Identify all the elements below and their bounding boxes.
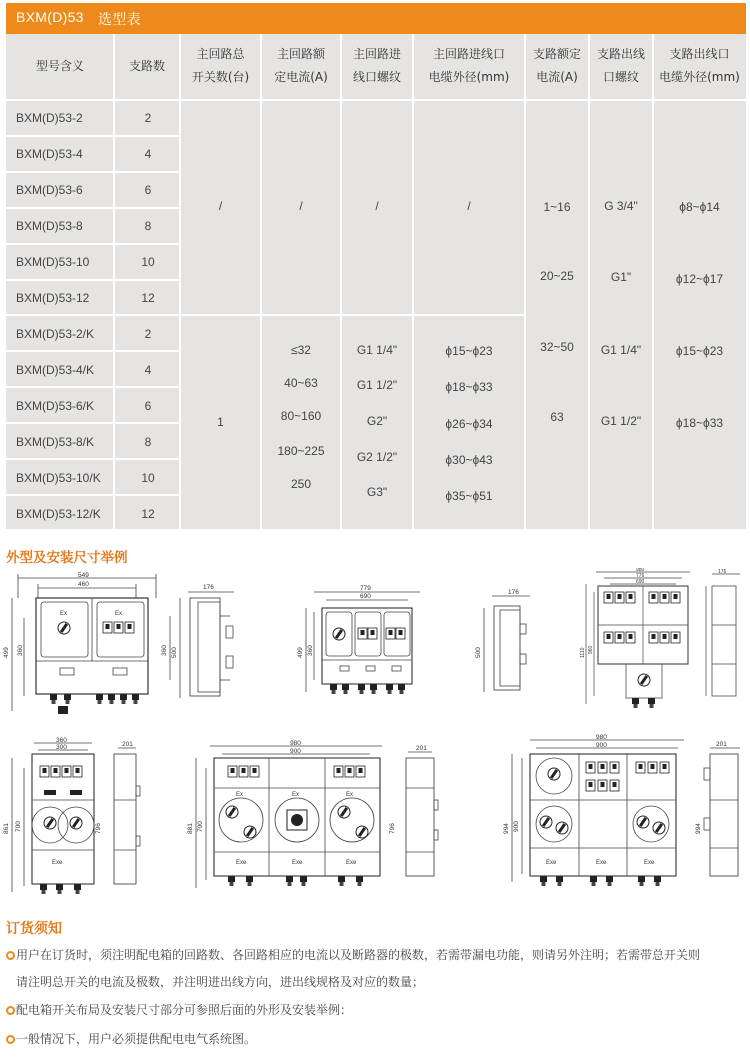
dim-900-d5: 900	[290, 748, 301, 755]
main-cable-value: ϕ15~ϕ23	[445, 344, 493, 358]
dim-360-d2: 360	[307, 645, 314, 656]
count-cell: 8	[144, 219, 152, 233]
model-cell: BXM(D)53-2	[16, 111, 83, 125]
main-switches-value: /	[218, 199, 223, 213]
main-current-value: 250	[290, 477, 312, 491]
bullet-icon	[6, 951, 15, 960]
model-series: BXM(D)53	[16, 9, 84, 25]
dim-201-d4: 201	[122, 741, 133, 748]
drawing-1-side	[170, 592, 234, 698]
model-cell: BXM(D)53-8/K	[16, 435, 95, 449]
dim-500-d2: 500	[475, 647, 482, 658]
col-header-branch-current: 支路额定 电流(A)	[532, 47, 581, 84]
main-thread-value: /	[375, 199, 379, 213]
dim-796-d4: 796	[95, 823, 102, 834]
dim-700-d4: 700	[15, 821, 22, 832]
main-thread-value: G1 1/4"	[356, 343, 398, 357]
svg-text:Exe: Exe	[52, 860, 63, 866]
svg-text:Exe: Exe	[292, 860, 303, 866]
model-cell: BXM(D)53-6/K	[16, 399, 95, 413]
count-cell: 2	[144, 111, 152, 125]
branch-current-value: 1~16	[543, 200, 571, 214]
dim-500: 500	[171, 647, 178, 658]
col-header-main-current: 主回路额 定电流(A)	[274, 47, 328, 84]
model-cell: BXM(D)53-6	[16, 183, 83, 197]
branch-thread-value: G 3/4"	[604, 199, 638, 213]
main-current-value: ≤32	[291, 343, 311, 357]
col-header-main-cable: 主回路进线口 电缆外径(mm)	[428, 47, 510, 84]
col-header-count: 支路数	[128, 59, 165, 73]
drawing-2-side	[484, 596, 530, 692]
dim-980-d5: 980	[290, 740, 301, 747]
dim-176-d3: 176	[718, 569, 727, 575]
dim-201-d6: 201	[716, 741, 727, 748]
count-cell: 12	[141, 291, 155, 305]
dimension-drawings	[0, 568, 750, 908]
svg-text:Ex: Ex	[292, 792, 300, 798]
dim-861: 861	[3, 823, 10, 834]
dim-176: 176	[203, 584, 214, 591]
drawing-4-parts	[40, 766, 82, 894]
main-cable-value: ϕ35~ϕ51	[445, 489, 493, 503]
dim-796-d5: 796	[389, 823, 396, 834]
dim-1110: 1110	[580, 647, 586, 658]
main-current-value: 180~225	[277, 444, 325, 458]
dim-460: 460	[78, 581, 89, 588]
main-thread-value: G3"	[366, 485, 388, 499]
svg-text:Ex: Ex	[236, 792, 244, 798]
model-cell: BXM(D)53-2/K	[16, 327, 95, 341]
col-header-main-thread: 主回路进 线口螺纹	[352, 47, 401, 84]
dim-499: 499	[3, 647, 10, 658]
model-cell: BXM(D)53-12	[16, 291, 90, 305]
dim-499-d2: 499	[297, 647, 304, 658]
dim-549: 549	[78, 572, 89, 579]
order-title: 订货须知	[6, 921, 62, 937]
model-cell: BXM(D)53-10/K	[16, 471, 101, 485]
drawing-3-parts	[604, 592, 680, 708]
main-thread-value: G2"	[366, 414, 388, 428]
table-title-bar	[6, 3, 746, 34]
svg-text:Exe: Exe	[346, 860, 357, 866]
branch-cable-value: ϕ15~ϕ23	[675, 344, 724, 358]
branch-thread-value: G1 1/4"	[600, 343, 642, 357]
count-cell: 6	[144, 183, 152, 197]
note-line: 配电箱开关布局及安装尺寸部分可参照后面的外形及安装举例：	[16, 1003, 353, 1017]
dim-779: 779	[360, 585, 371, 592]
svg-text:Exe: Exe	[546, 860, 557, 866]
main-cable-value: /	[467, 199, 471, 213]
drawing-5-side	[406, 752, 438, 876]
branch-current-value: 63	[550, 410, 564, 424]
col-header-branch-thread: 支路出线 口螺纹	[596, 47, 645, 84]
svg-text:Exe: Exe	[236, 860, 247, 866]
dim-360-d4: 360	[56, 737, 67, 744]
note-line: 一般情况下，用户必须提供配电电气系统图。	[16, 1032, 257, 1046]
bullet-icon	[6, 1035, 15, 1044]
count-cell: 4	[144, 363, 152, 377]
dim-690-d3: 690	[636, 579, 645, 585]
main-current-value: 40~63	[284, 376, 318, 390]
dim-690: 690	[360, 593, 371, 600]
main-cable-value: ϕ26~ϕ34	[445, 417, 493, 431]
drawing-5-parts	[226, 766, 368, 886]
branch-current-value: 32~50	[540, 340, 574, 354]
note-line: 请注明总开关的电流及极数，并注明进出线方向，进出线规格及对应的数量；	[16, 975, 425, 989]
drawing-6-parts	[540, 762, 669, 886]
col-header-branch-cable: 支路出线口 电缆外径(mm)	[659, 47, 740, 84]
dim-300: 300	[56, 744, 67, 751]
count-cell: 10	[141, 255, 155, 269]
selection-table-label: 选型表	[98, 11, 141, 27]
dim-980-d6: 980	[596, 734, 607, 741]
branch-thread-value: G1"	[610, 270, 632, 284]
main-cable-value: ϕ30~ϕ43	[445, 453, 493, 467]
branch-thread-value: G1 1/2"	[600, 414, 642, 428]
dim-201-d5: 201	[416, 745, 427, 752]
col-header-main-switches: 主回路总 开关数(台)	[191, 47, 250, 84]
drawing-1-front	[12, 574, 156, 711]
dim-960: 960	[588, 645, 594, 654]
drawing-1-parts	[50, 611, 139, 714]
svg-text:Ex: Ex	[60, 611, 68, 617]
dim-881: 881	[187, 823, 194, 834]
model-cell: BXM(D)53-10	[16, 255, 90, 269]
dim-360-side: 360	[161, 645, 168, 656]
dim-360: 360	[17, 645, 24, 656]
branch-cable-value: ϕ8~ϕ14	[679, 200, 720, 214]
main-current-value: /	[299, 199, 303, 213]
svg-text:Exe: Exe	[644, 860, 655, 866]
branch-cable-value: ϕ12~ϕ17	[675, 272, 724, 286]
branch-current-value: 20~25	[540, 269, 574, 283]
model-cell: BXM(D)53-4	[16, 147, 83, 161]
count-cell: 10	[141, 471, 155, 485]
count-cell: 12	[141, 507, 155, 521]
branch-cable-value: ϕ18~ϕ33	[675, 416, 724, 430]
count-cell: 2	[144, 327, 152, 341]
dim-900-vert: 900	[513, 821, 520, 832]
dim-176-d2: 176	[508, 589, 519, 596]
svg-text:Ex: Ex	[346, 792, 354, 798]
drawing-2-front	[306, 592, 420, 692]
main-thread-value: G2 1/2"	[356, 450, 398, 464]
model-cell: BXM(D)53-8	[16, 219, 83, 233]
dim-980-d3: 980	[636, 568, 645, 573]
col-header-model: 型号含义	[35, 59, 84, 73]
count-cell: 4	[144, 147, 152, 161]
dim-700-d5: 700	[197, 821, 204, 832]
count-cell: 8	[144, 435, 152, 449]
model-cell: BXM(D)53-4/K	[16, 363, 95, 377]
count-cell: 6	[144, 399, 152, 413]
dimensions-title: 外型及安装尺寸举例	[6, 550, 128, 566]
svg-text:Ex: Ex	[115, 611, 123, 617]
selection-table	[6, 34, 746, 529]
main-thread-value: G1 1/2"	[356, 378, 398, 392]
drawing-4-side	[114, 748, 140, 884]
svg-text:Exe: Exe	[596, 860, 607, 866]
drawing-3-side	[706, 574, 740, 696]
dim-994-side: 994	[695, 823, 702, 834]
main-cable-value: ϕ18~ϕ33	[445, 380, 493, 394]
dim-776: 776	[636, 573, 645, 579]
bullet-icon	[6, 1006, 15, 1015]
dim-900-d6: 900	[596, 742, 607, 749]
main-current-value: 80~160	[280, 409, 322, 423]
drawing-6-side	[704, 748, 740, 876]
note-line: 用户在订货时，须注明配电箱的回路数、各回路相应的电流以及断路器的极数，若需带漏电功能，则请另外注明；若需带总开关则	[16, 948, 701, 962]
dim-994: 994	[503, 823, 510, 834]
model-cell: BXM(D)53-12/K	[16, 507, 101, 521]
main-switches-value: 1	[217, 415, 224, 429]
